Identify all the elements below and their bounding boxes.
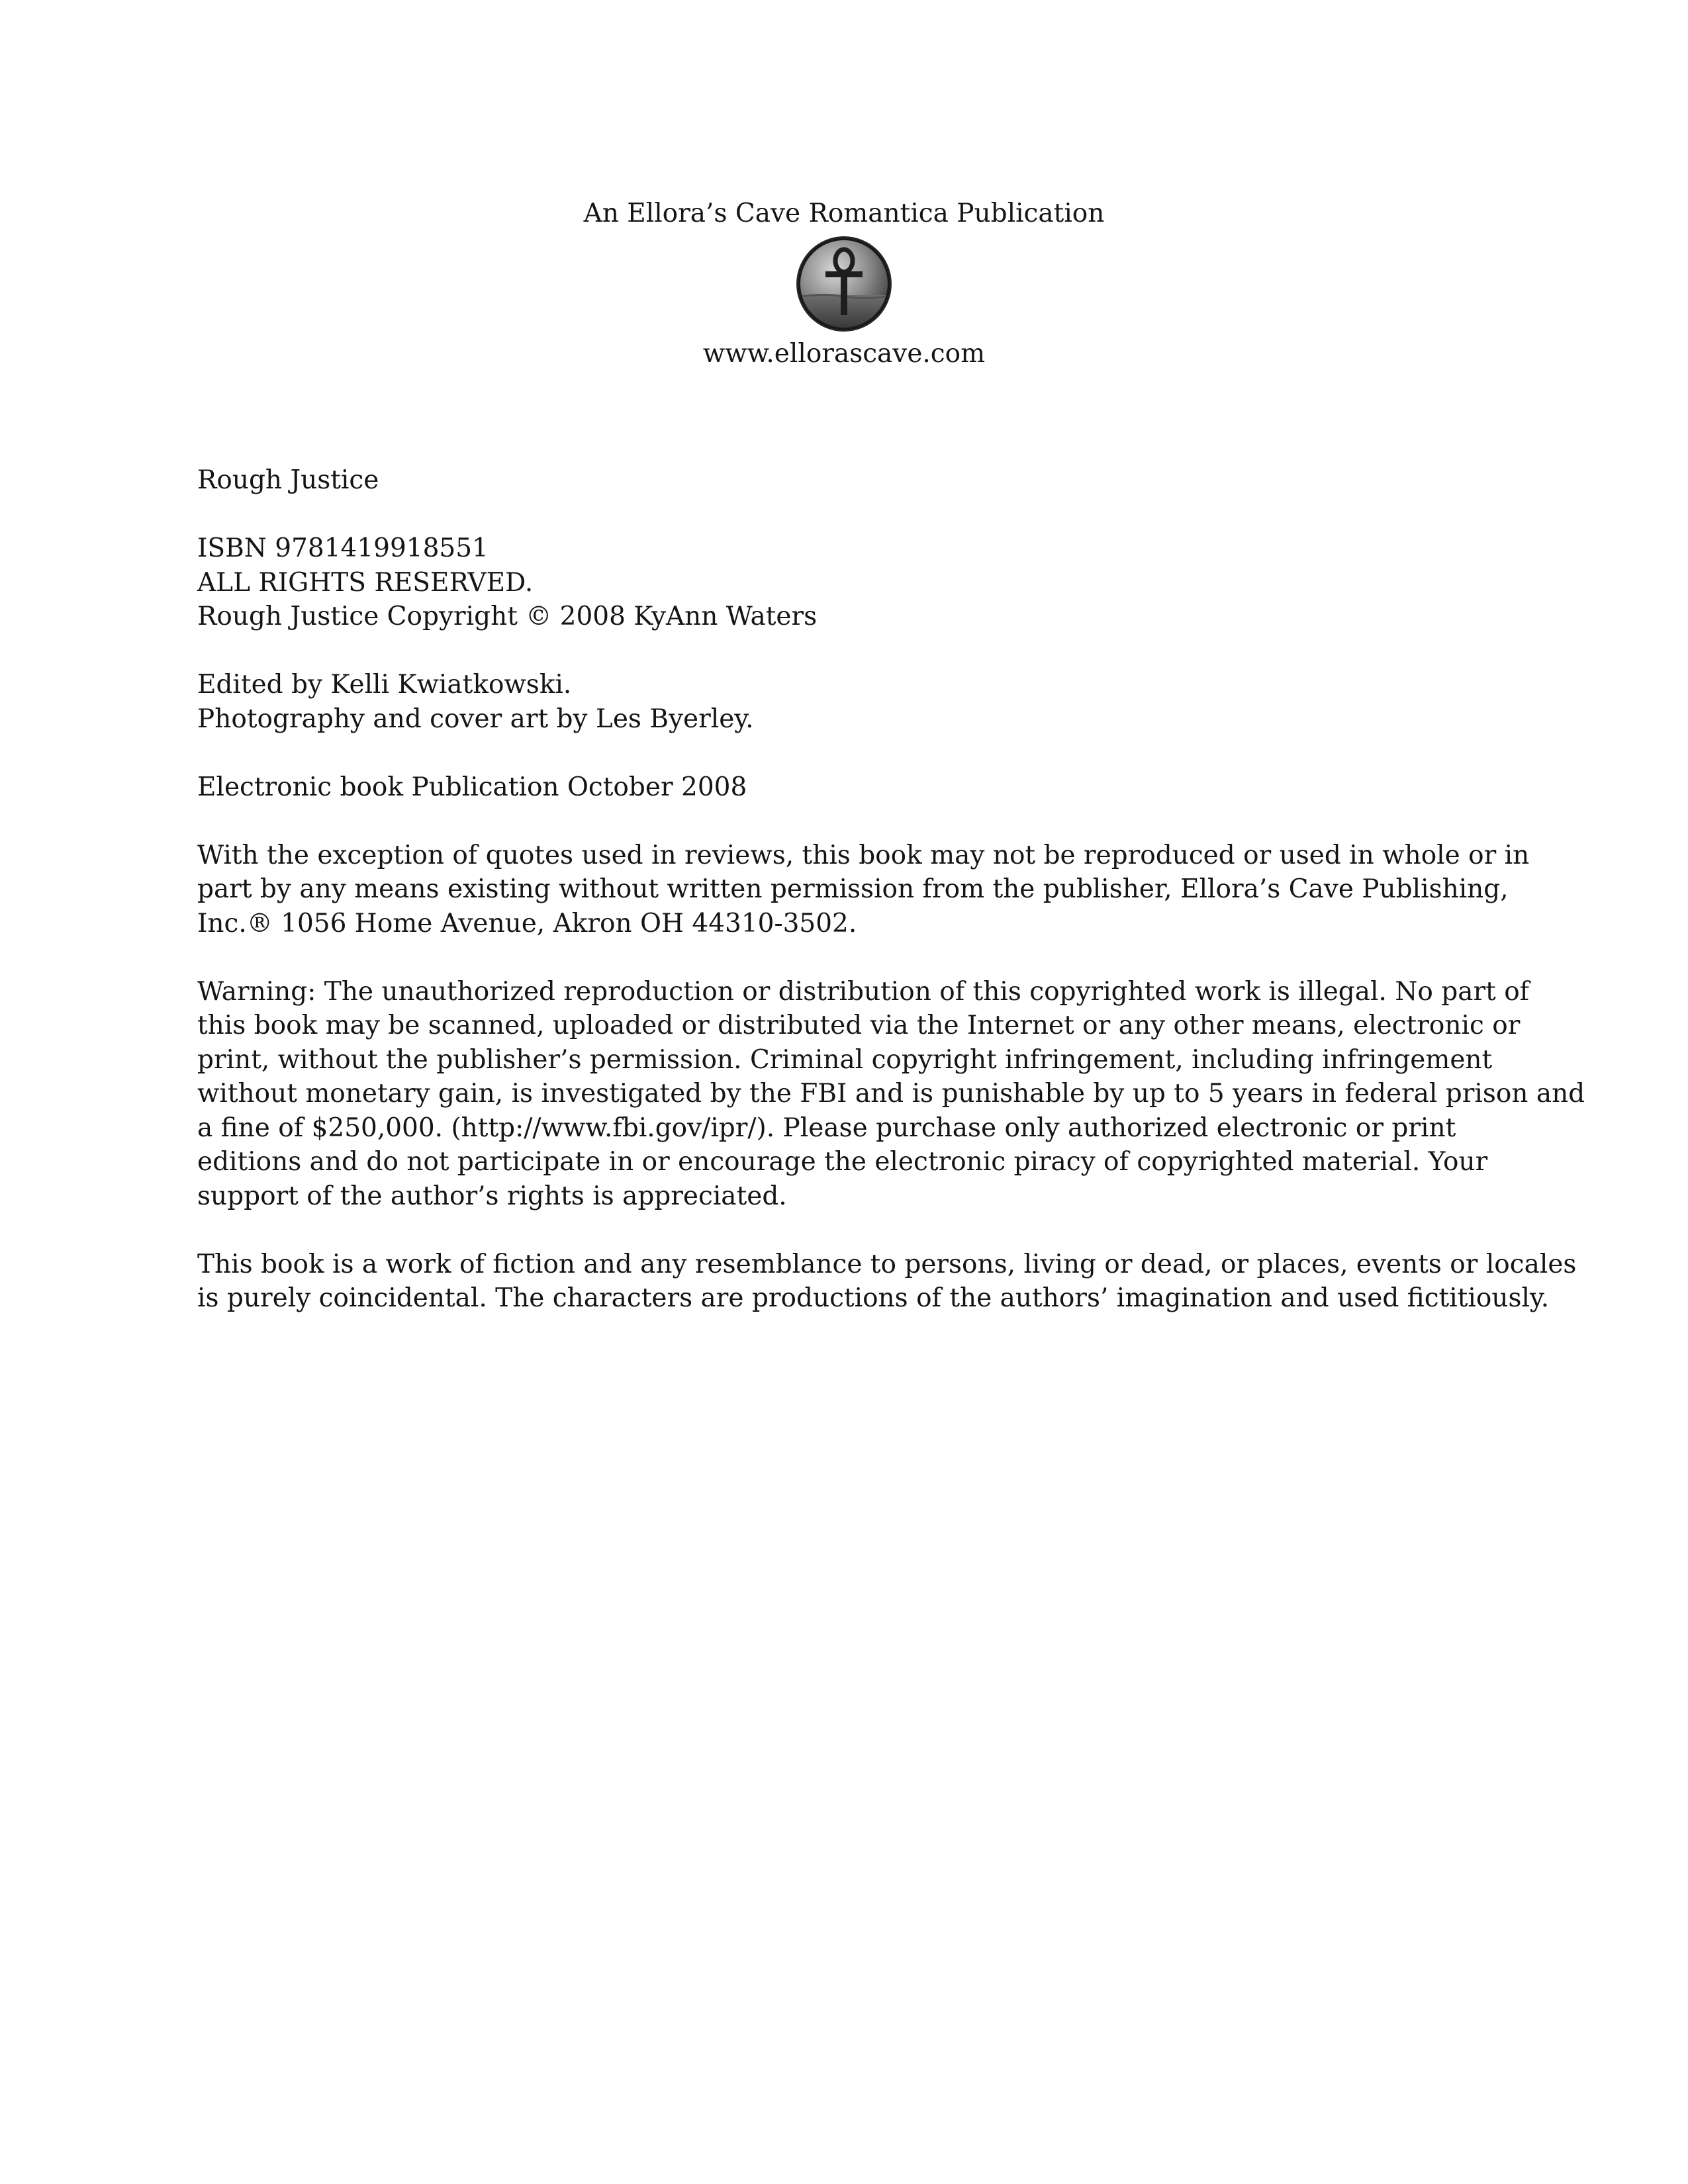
rights-block [197,531,1501,634]
publication-date-block [197,770,1501,805]
reproduction-notice [197,839,1530,941]
publisher-header [0,196,1688,372]
warning-line: without monetary gain, is investigated by the FBI and is punishable by up to 5 years in federal prison and [197,1079,1585,1109]
warning-line: print, without the publisher’s permission. Criminal copyright infringement, including infringement [197,1044,1493,1075]
notice-line: part by any means existing without written permission from the publisher, Ellora’s Cave Publishing, [197,874,1509,904]
isbn: ISBN 9781419918551 [197,533,489,563]
warning-line: support of the author’s rights is appreciated. [197,1181,787,1211]
website-link[interactable]: www.ellorascave.com [702,339,986,369]
book-title: Rough Justice [197,465,379,495]
editor-credit: Edited by Kelli Kwiatkowski. [197,670,572,700]
book-title-block [197,463,1501,498]
fiction-notice [197,1248,1577,1316]
ankh-medallion-icon [794,234,894,334]
notice-line: Inc.® 1056 Home Avenue, Akron OH 44310-3502. [197,908,857,938]
copyright-line: Rough Justice Copyright © 2008 KyAnn Waters [197,602,818,631]
fiction-line: is purely coincidental. The characters are productions of the authors’ imagination and used fictitiously. [197,1283,1550,1313]
warning-line: a fine of $250,000. (http://www.fbi.gov/ipr/). Please purchase only authorized electronic or print [197,1113,1456,1143]
notice-line: With the exception of quotes used in reviews, this book may not be reproduced or used in whole or in [197,840,1530,870]
cover-credit: Photography and cover art by Les Byerley. [197,704,754,734]
copyright-text [197,463,1585,1349]
warning-line: Warning: The unauthorized reproduction or distribution of this copyrighted work is illegal. No part of [197,976,1530,1007]
publication-line: An Ellora’s Cave Romantica Publication [583,199,1105,228]
warning-line: this book may be scanned, uploaded or distributed via the Internet or any other means, electronic or [197,1011,1521,1040]
credits-block [197,668,1501,736]
publication-date: Electronic book Publication October 2008 [197,772,747,802]
fiction-line: This book is a work of fiction and any resemblance to persons, living or dead, or places, events or locales [197,1249,1577,1279]
warning-notice [197,975,1585,1214]
warning-line: editions and do not participate in or encourage the electronic piracy of copyrighted material. Your [197,1147,1488,1177]
rights-reserved: ALL RIGHTS RESERVED. [197,567,534,598]
